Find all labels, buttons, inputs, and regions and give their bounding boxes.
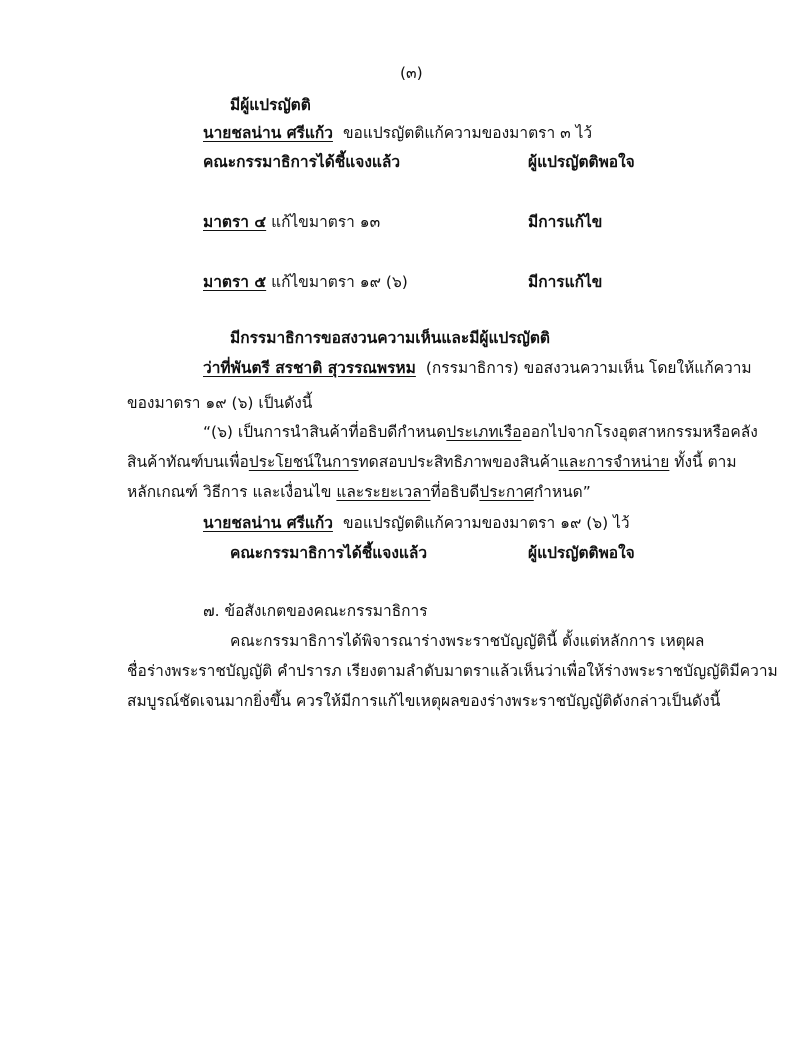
- section-7-paragraph-line-1: คณะกรรมาธิการได้พิจารณาร่างพระราชบัญญัตินี้ ตั้งแต่หลักการ เหตุผล: [230, 632, 705, 650]
- reservation-member-name: ว่าที่พันตรี สรชาติ สุวรรณพรหม: [203, 359, 416, 377]
- quote-underlined-text: และระยะเวลา: [336, 483, 431, 501]
- quote-underlined-text: ประกาศ: [479, 483, 534, 501]
- member-name-2: นายชลน่าน ศรีแก้ว: [203, 514, 333, 532]
- committee-explained: คณะกรรมาธิการได้ชี้แจงแล้ว: [203, 153, 401, 171]
- amendment-statement: ขอแปรญัตติแก้ความของมาตรา ๓ ไว้: [342, 124, 593, 142]
- reservation-line-1: [203, 357, 752, 379]
- section-heading-amendment: มีผู้แปรญัตติ: [230, 96, 311, 114]
- section-4-result: มีการแก้ไข: [528, 213, 603, 231]
- quote-text: ออกไปจากโรงอุตสาหกรรมหรือคลัง: [521, 423, 758, 441]
- quote-text: สินค้าทัณฑ์บนเพื่อ: [127, 453, 249, 471]
- reservation-line-2: ของมาตรา ๑๙ (๖) เป็นดังนี้: [127, 394, 313, 412]
- section-7-heading: ๗. ข้อสังเกตของคณะกรรมาธิการ: [203, 602, 428, 620]
- section-4-text: แก้ไขมาตรา ๑๓: [271, 213, 381, 231]
- section-5-line: [203, 271, 408, 293]
- committee-explained-2: คณะกรรมาธิการได้ชี้แจงแล้ว: [230, 544, 428, 562]
- quote-line-2: [127, 451, 737, 473]
- quote-underlined-text: ประโยชน์ในการ: [248, 453, 359, 471]
- reservation-heading: มีกรรมาธิการขอสงวนความเห็นและมีผู้แปรญัตติ: [230, 329, 550, 347]
- quote-text: “(๖) เป็นการนำสินค้าที่อธิบดีกำหนด: [203, 423, 447, 441]
- page-number: (๓): [400, 64, 423, 82]
- quote-text: ทั้งนี้ ตาม: [669, 453, 737, 471]
- quote-text: หลักเกณฑ์ วิธีการ และเงื่อนไข: [127, 483, 337, 501]
- quote-underlined-text: และการจำหน่าย: [558, 453, 670, 471]
- amendment-result: ผู้แปรญัตติพอใจ: [528, 153, 635, 171]
- quote-text: ที่อธิบดี: [430, 483, 480, 501]
- member-name: นายชลน่าน ศรีแก้ว: [203, 124, 333, 142]
- amendment-statement-2: ขอแปรญัตติแก้ความของมาตรา ๑๙ (๖) ไว้: [342, 514, 630, 532]
- section-7-paragraph-line-2: ชื่อร่างพระราชบัญญัติ คำปรารภ เรียงตามลำดับมาตราแล้วเห็นว่าเพื่อให้ร่างพระราชบัญญัติมีความ: [127, 662, 778, 680]
- section-5-text: แก้ไขมาตรา ๑๙ (๖): [271, 273, 408, 291]
- section-4-line: [203, 211, 380, 233]
- reservation-line-1-rest: (กรรมาธิการ) ขอสงวนความเห็น โดยให้แก้ความ: [425, 359, 752, 377]
- quote-line-1: [203, 421, 758, 443]
- amendment-result-2: ผู้แปรญัตติพอใจ: [528, 544, 635, 562]
- section-5-label: มาตรา ๕: [203, 273, 267, 291]
- section-7-paragraph-line-3: สมบูรณ์ชัดเจนมากยิ่งขึ้น ควรให้มีการแก้ไขเหตุผลของร่างพระราชบัญญัติดังกล่าวเป็นดังนี้: [127, 692, 721, 710]
- amendment-line: [203, 122, 592, 144]
- quote-underlined-text: ประเภทเรือ: [446, 423, 522, 441]
- amendment-line-2: [203, 512, 630, 534]
- quote-text: ทดสอบประสิทธิภาพของสินค้า: [358, 453, 559, 471]
- section-5-result: มีการแก้ไข: [528, 273, 603, 291]
- quote-text: กำหนด”: [533, 483, 591, 501]
- section-4-label: มาตรา ๔: [203, 213, 267, 231]
- quote-line-3: [127, 481, 591, 503]
